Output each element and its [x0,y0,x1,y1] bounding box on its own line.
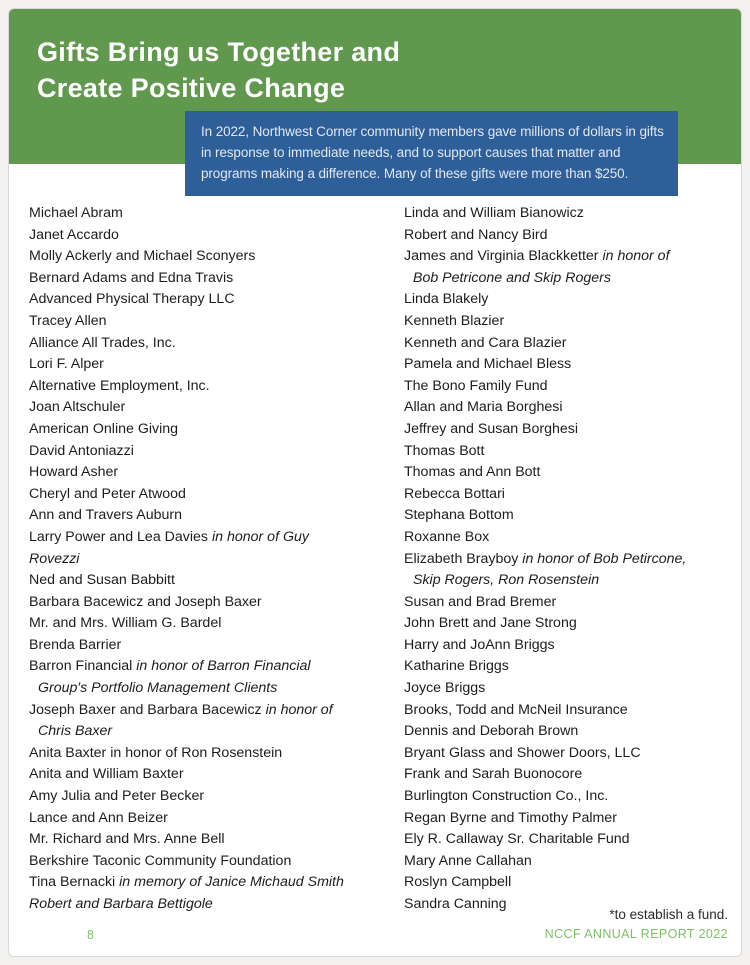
donor-line [404,721,736,743]
donor-name-text: Dennis and Deborah Brown [404,723,579,740]
donor-line [404,829,736,851]
donor-line [29,505,397,527]
donor-name-text: Kenneth Blazier [404,312,505,329]
donor-name-text: Tracey Allen [29,312,107,329]
donor-line [29,786,397,808]
page-title-line-2: Create Positive Change [37,73,346,103]
donor-name-text: Stephana Bottom [404,507,514,524]
page-title [9,9,741,106]
donor-line [29,354,397,376]
donor-name-text: Mr. and Mrs. William G. Bardel [29,615,222,632]
donor-name-text: John Brett and Jane Strong [404,615,577,632]
report-label: NCCF ANNUAL REPORT 2022 [544,927,728,941]
donor-name-text: Joyce Briggs [404,680,486,697]
donor-name-text: Mary Anne Callahan [404,852,532,869]
donor-name-text: Roxanne Box [404,528,490,545]
donor-name-text: Amy Julia and Peter Becker [29,788,205,805]
donor-name-text: Mr. Richard and Mrs. Anne Bell [29,831,225,848]
donor-name-text: Robert and Nancy Bird [404,226,548,243]
donor-name-text: Howard Asher [29,464,119,481]
donor-honor-text: in honor of Barron Financial [136,658,311,675]
donor-honor-text: Rovezzi [29,550,80,567]
donor-name-text: Burlington Construction Co., Inc. [404,788,609,805]
donor-name-text: Thomas and Ann Bott [404,464,541,481]
donor-line [404,419,736,441]
donor-line [404,354,736,376]
donor-honor-text: in honor of Guy [211,528,309,545]
donor-name-text: Janet Accardo [29,226,119,243]
donor-line [29,397,397,419]
donor-honor-text: in memory of Janice Michaud Smith [119,874,344,891]
donor-line [404,635,736,657]
donor-line [404,872,736,894]
donor-line [29,246,397,268]
donor-line [29,225,397,247]
donor-line [404,678,736,700]
donor-honor-text: Robert and Barbara Bettigole [29,896,213,912]
donor-line [29,764,397,786]
donor-line [404,246,736,268]
donor-line [29,527,397,549]
donor-name-text: Cheryl and Peter Atwood [29,485,186,502]
donor-name-text: Bernard Adams and Edna Travis [29,269,234,286]
donor-line [29,894,397,916]
intro-text-line-2: in response to immediate needs, and to support causes that matter and [201,145,621,160]
donor-name-text: American Online Giving [29,420,179,437]
donor-line [404,203,736,225]
donor-line [29,311,397,333]
donor-name-text: Sandra Canning [404,896,507,912]
page-number: 8 [87,928,94,942]
donor-list-left-column [29,203,397,916]
donor-line [404,333,736,355]
donor-line [404,743,736,765]
donor-name-text: Alternative Employment, Inc. [29,377,210,394]
donor-line [29,851,397,873]
donor-line [404,397,736,419]
donor-name-text: Kenneth and Cara Blazier [404,334,567,351]
donor-honor-text: Group's Portfolio Management Clients [38,680,278,697]
donor-line [404,505,736,527]
donor-line [404,786,736,808]
donor-name-text: James and Virginia Blackketter [404,248,603,265]
donor-honor-text: in honor of [602,248,670,265]
donor-name-text: Anita Baxter in honor of Ron Rosenstein [29,744,283,761]
donor-line [29,462,397,484]
donor-line [29,700,397,722]
donor-name-text: Roslyn Campbell [404,874,512,891]
donor-line [29,289,397,311]
donor-name-text: Rebecca Bottari [404,485,505,502]
donor-name-text: Susan and Brad Bremer [404,593,557,610]
donor-line [29,721,397,743]
donor-name-text: Barron Financial [29,658,137,675]
donor-name-text: Molly Ackerly and Michael Sconyers [29,248,256,265]
donor-name-text: Regan Byrne and Timothy Palmer [404,809,617,826]
donor-line [29,592,397,614]
donor-line [404,376,736,398]
donor-line [29,203,397,225]
donor-line [29,743,397,765]
donor-line [29,549,397,571]
page-title-line-1: Gifts Bring us Together and [37,37,401,67]
donor-name-text: Ely R. Callaway Sr. Charitable Fund [404,831,630,848]
donor-line [29,333,397,355]
donor-line [404,851,736,873]
donor-line [29,808,397,830]
donor-line [404,592,736,614]
donor-name-text: Brenda Barrier [29,636,122,653]
donor-name-text: Larry Power and Lea Davies [29,528,212,545]
donor-name-text: Allan and Maria Borghesi [404,399,563,416]
donor-name-text: Tina Bernacki [29,874,120,891]
donor-name-text: Harry and JoAnn Briggs [404,636,555,653]
donor-line [404,700,736,722]
donor-name-text: Linda and William Bianowicz [404,205,584,221]
donor-name-text: Anita and William Baxter [29,766,184,783]
donor-line [404,462,736,484]
donor-honor-text: in honor of [265,701,333,718]
donor-name-text: Jeffrey and Susan Borghesi [404,420,579,437]
donor-name-text: David Antoniazzi [29,442,134,459]
donor-name-text: Ann and Travers Auburn [29,507,183,524]
donor-name-text: Ned and Susan Babbitt [29,572,175,589]
donor-name-text: Lori F. Alper [29,356,104,373]
donor-name-text: Berkshire Taconic Community Foundation [29,852,292,869]
donor-name-text: Pamela and Michael Bless [404,356,572,373]
donor-name-text: Elizabeth Brayboy [404,550,523,567]
donor-line [29,872,397,894]
donor-line [404,570,736,592]
donor-honor-text: in honor of Bob Petircone, [522,550,687,567]
donor-line [404,549,736,571]
donor-line [404,268,736,290]
donor-name-text: Lance and Ann Beizer [29,809,168,826]
donor-name-text: Bryant Glass and Shower Doors, LLC [404,744,641,761]
donor-name-text: Alliance All Trades, Inc. [29,334,176,351]
donor-line [29,635,397,657]
donor-name-text: Barbara Bacewicz and Joseph Baxer [29,593,262,610]
intro-text-line-1: In 2022, Northwest Corner community members gave millions of dollars in gifts [201,124,664,139]
donor-line [29,613,397,635]
donor-name-text: Advanced Physical Therapy LLC [29,291,235,308]
donor-line [404,289,736,311]
donor-line [404,311,736,333]
fund-footnote: *to establish a fund. [609,907,728,922]
donor-name-text: Joseph Baxer and Barbara Bacewicz [29,701,266,718]
intro-callout [185,111,678,196]
donor-name-text: The Bono Family Fund [404,377,548,394]
donor-line [404,808,736,830]
donor-name-text: Linda Blakely [404,291,489,308]
report-page [8,8,742,957]
donor-line [29,268,397,290]
donor-honor-text: Skip Rogers, Ron Rosenstein [413,572,600,589]
donor-name-text: Frank and Sarah Buonocore [404,766,583,783]
donor-name-text: Brooks, Todd and McNeil Insurance [404,701,628,718]
intro-text-line-3: programs making a difference. Many of these gifts were more than $250. [201,166,629,181]
donor-line [29,570,397,592]
donor-line [29,441,397,463]
donor-name-text: Joan Altschuler [29,399,126,416]
donor-line [29,678,397,700]
donor-line [404,527,736,549]
donor-name-text: Thomas Bott [404,442,485,459]
donor-name-text: Michael Abram [29,205,123,221]
donor-line [404,613,736,635]
donor-name-text: Katharine Briggs [404,658,509,675]
donor-line [29,656,397,678]
donor-line [404,656,736,678]
donor-line [404,225,736,247]
donor-honor-text: Chris Baxer [38,723,113,740]
donor-line [29,484,397,506]
donor-list-right-column [404,203,736,916]
donor-line [404,764,736,786]
donor-line [404,484,736,506]
donor-line [29,376,397,398]
donor-line [29,419,397,441]
donor-line [29,829,397,851]
donor-line [404,441,736,463]
donor-honor-text: Bob Petricone and Skip Rogers [413,269,611,286]
